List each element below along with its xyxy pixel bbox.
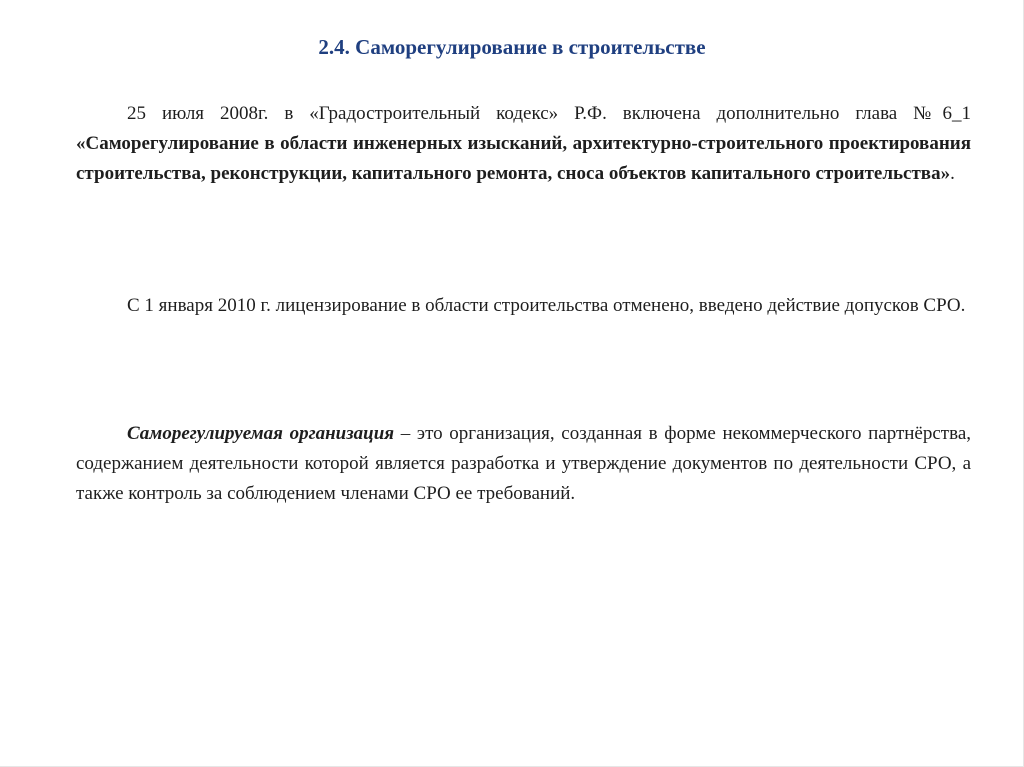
paragraph-1-lead: 25 июля 2008г. в «Градостроительный кодекс» Р.Ф. включена дополнительно глава №6_1 <box>127 103 971 124</box>
paragraph-1-chapter-name: «Саморегулирование в области инженерных изысканий, архитектурно-строительного проектирования строительства, реконструкции, капитального ремонта, сноса объектов капитального строительства» <box>76 133 971 184</box>
paragraph-chapter-inclusion <box>76 99 971 189</box>
definition-term: Саморегулируемая организация <box>127 423 395 444</box>
paragraph-licensing: С 1 января 2010 г. лицензирование в области строительства отменено, введено действие допусков СРО. <box>127 295 966 316</box>
paragraph-definition <box>76 419 971 509</box>
slide-title: 2.4. Саморегулирование в строительстве <box>318 35 706 59</box>
paragraph-1-tail: . <box>950 163 955 184</box>
definition-text: – это организация, созданная в форме некоммерческого партнёрства, содержанием деятельности которой является разработка и утверждение документов по деятельности СРО, а также контроль за соблюдением членами СРО ее требований. <box>76 423 972 504</box>
